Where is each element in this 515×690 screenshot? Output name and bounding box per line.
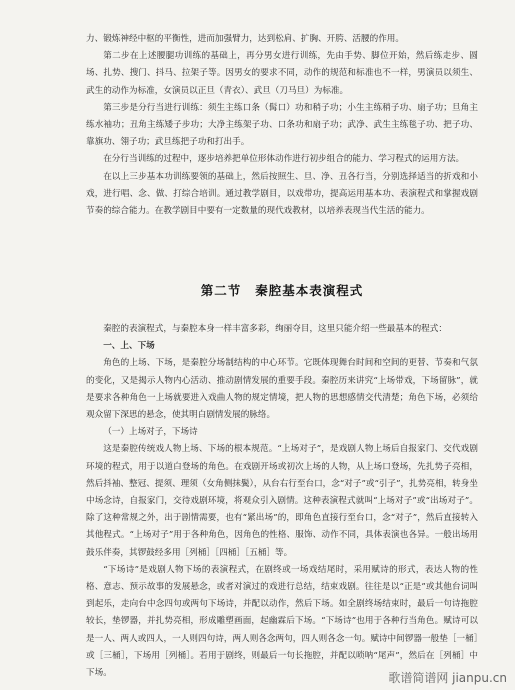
- paragraph-role-training: 在分行当训练的过程中，逐步培养把单位形体动作进行初步组合的能力、学习程式的运用方法。: [103, 154, 465, 165]
- paragraph-step-two: 第二步在上述腰腿功训练的基础上，再分男女进行训练，先由手势、脚位开始，然后练走步、圆场、扎势、搜门、抖马、拉架子等。因男女的要求不同，动作的规范和标准也不一样，男演员以须生、武生的动作为标准，女演员以正旦（青衣）、武旦（刀马旦）为标准。: [86, 51, 478, 96]
- subheading-couplet-poem: （一）上场对子，下场诗: [103, 427, 198, 438]
- paragraph-entrance-couplet: 这是秦腔传统戏人物上场、下场的根本规范。“上场对子”，是戏剧人物上场后自报家门、交代戏剧环境的程式，用于以道白登场的角色。在戏剧开场或初次上场的人物，从上场口登场，先扎势子亮相，然后抖袖、整冠、提须、理须（女角侧抹鬓），从台右行至台口，念“对子”或“引子”，扎势亮相，转身坐中场念诗，自报家门，交待戏剧环境，将观众引入剧情。这种表演程式就叫“上场对子”或“出场对子”。除了这种常规之外，出于剧情需要，也有“紧出场”的，即角色直接行至台口，念“对子”，然后直接转入其他程式。“上场对子”用于各种角色，因角色的性格、服饰、动作不同，具体表演也各异。一般出场用鼓乐伴奏，其锣鼓经多用［列桶］［四桶］［五桶］等。: [86, 444, 478, 558]
- section-title: [86, 281, 478, 299]
- paragraph-entrance-exit: 角色的上场、下场，是秦腔分场制结构的中心环节。它既体现舞台时间和空间的更替、节奏和气氛的变化，又是揭示人物内心活动、推动剧情发展的重要手段。秦腔历来讲究“上场带戏，下场留脉”，就是要求各种角色一上场就要进入戏曲人物的规定情境，把人物的思想感情交代清楚；角色下场，必须给观众留下深思的悬念，使其明白剧情发展的脉络。: [86, 358, 478, 421]
- paragraph-comprehensive: 在以上三步基本功训练要领的基础上，然后按照生、旦、净、丑各行当，分别选择适当的折戏和小戏，进行唱、念、做、打综合培训。通过教学剧目，以戏带功，提高运用基本功、表演程式和掌握戏剧节奏的综合能力。在教学剧目中要有一定数量的现代戏教材，以培养表现当代生活的能力。: [86, 171, 478, 217]
- paragraph-exit-poem: “下场诗”是戏剧人物下场的表演程式，在剧终或一场戏结尾时，采用赋诗的形式，表达人物的性格、意志、预示故事的发展悬念，或者对演过的戏进行总结，结束戏剧。往往是以“正是”或其他台词叫到起乐，走向台中念四句或两句下场诗，并配以动作，然后下场。如全剧终场结束时，最后一句诗拖腔较长，垫锣器，并扎势亮相，形成雕塑画面，起幽霖后下场。“下场诗”也用于各种行当角色。赋诗可以是一人、两人或四人，一人则四句诗，两人则各念两句，四人则各念一句。赋诗中间锣器一般垫［一桶］或［三桶］，下场用［列桶］。若用于剧终，则最后一句长拖腔，并配以唢呐“尾声”，然后在［列桶］中下场。: [86, 564, 478, 679]
- subheading-entrance-exit: 一、上、下场: [103, 341, 155, 352]
- body-text-block: [86, 321, 478, 682]
- paragraph-continuation: 力、锻炼神经中枢的平衡性，进而加强臂力，达到松肩、扩胸、开胯、活腰的作用。: [86, 34, 404, 44]
- paragraph-step-three: 第三步是分行当进行训练：须生主练口条（髯口）功和稍子功；小生主练稍子功、扇子功；旦角主练水袖功；丑角主练矮子步功；大净主练架子功、口条功和扇子功；武净、武生主练毯子功、把子功、靠旗功、翎子功；武旦练把子功和打出手。: [86, 102, 478, 148]
- section-number: 第二节: [200, 283, 242, 298]
- top-text-block: [86, 31, 478, 220]
- intro-paragraph: 秦腔的表演程式，与秦腔本身一样丰富多彩，绚丽夺目，这里只能介绍一些最基本的程式：: [103, 324, 447, 334]
- section-name: 秦腔基本表演程式: [255, 283, 364, 298]
- site-watermark: 歌谱简谱网 jianpu.cn: [388, 671, 507, 685]
